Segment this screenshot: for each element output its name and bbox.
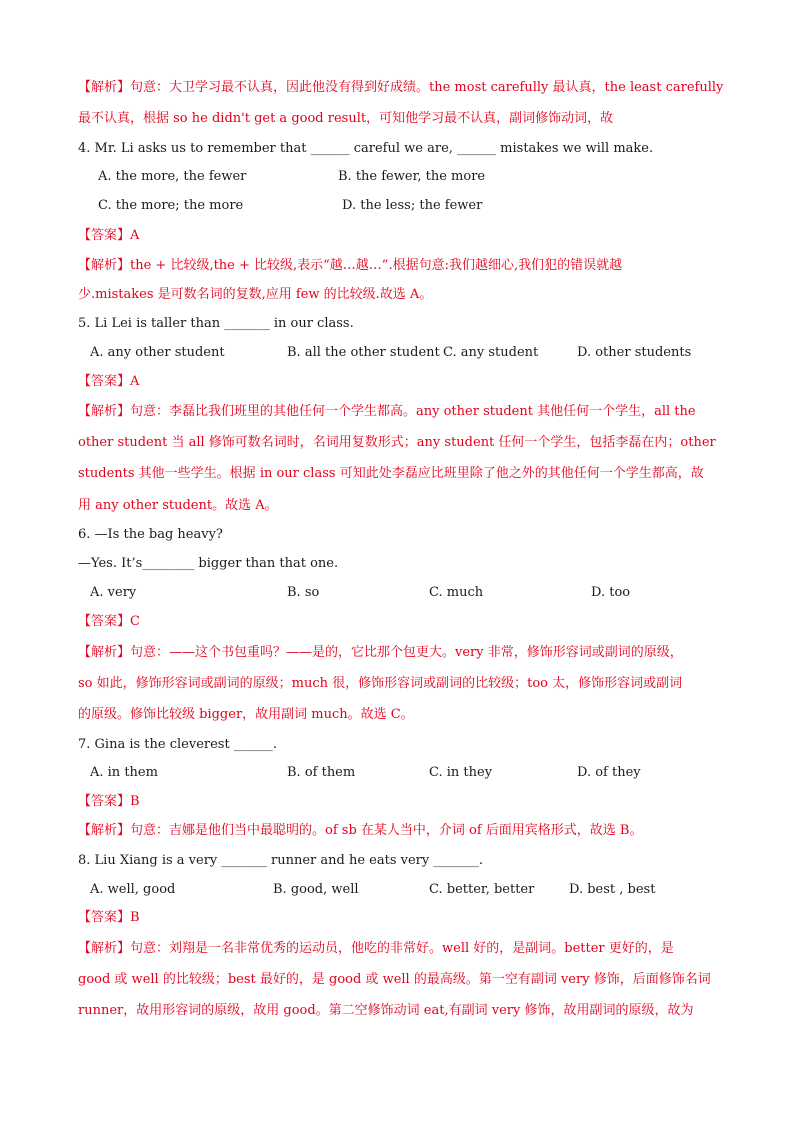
option: D. of they bbox=[577, 765, 641, 780]
option: D. the less; the fewer bbox=[342, 198, 483, 213]
option: A. the more, the fewer bbox=[98, 169, 247, 184]
option: C. much bbox=[429, 585, 484, 600]
option: D. best , best bbox=[569, 882, 656, 897]
explanation-text: 【解析】句意：——这个书包重吗？——是的，它比那个包更大。very 非常，修饰形容词或副词的原级， bbox=[78, 645, 683, 660]
explanation-text: 【解析】句意：刘翔是一名非常优秀的运动员，他吃的非常好。well 好的，是副词。better 更好的，是 bbox=[78, 941, 674, 956]
explanation-text: 少.mistakes 是可数名词的复数,应用 few 的比较级.故选 A。 bbox=[78, 287, 433, 302]
answer-text: 【答案】B bbox=[78, 794, 140, 809]
option: B. so bbox=[287, 585, 320, 600]
explanation-text: 【解析】句意：大卫学习最不认真，因此他没有得到好成绩。the most carefully 最认真，the least carefully bbox=[78, 80, 724, 95]
option: C. in they bbox=[429, 765, 493, 780]
question-text: 4. Mr. Li asks us to remember that ______ careful we are, ______ mistakes we will make. bbox=[78, 141, 654, 156]
option-row bbox=[0, 343, 800, 363]
option: B. good, well bbox=[273, 882, 359, 897]
answer-text: 【答案】B bbox=[78, 910, 140, 925]
explanation-text: other student 当 all 修饰可数名词时，名词用复数形式；any student 任何一个学生，包括李磊在内；other bbox=[78, 435, 716, 450]
question-text: 6. —Is the bag heavy? bbox=[78, 527, 223, 542]
explanation-text: students 其他一些学生。根据 in our class 可知此处李磊应比班里除了他之外的其他任何一个学生都高，故 bbox=[78, 466, 704, 481]
option: D. other students bbox=[577, 345, 692, 360]
option: C. better, better bbox=[429, 882, 535, 897]
option: D. too bbox=[591, 585, 631, 600]
explanation-text: 最不认真，根据 so he didn't get a good result，可知他学习最不认真，副词修饰动词，故 bbox=[78, 111, 614, 126]
explanation-text: 【解析】句意：吉娜是他们当中最聪明的。of sb 在某人当中，介词 of 后面用宾格形式，故选 B。 bbox=[78, 823, 643, 838]
option-row bbox=[0, 763, 800, 783]
question-text: 5. Li Lei is taller than _______ in our class. bbox=[78, 316, 354, 331]
question-text: 8. Liu Xiang is a very _______ runner and he eats very _______. bbox=[78, 853, 484, 868]
answer-text: 【答案】C bbox=[78, 614, 140, 629]
answer-text: 【答案】A bbox=[78, 374, 140, 389]
option: A. well, good bbox=[90, 882, 176, 897]
option-row bbox=[0, 167, 800, 187]
explanation-text: runner，故用形容词的原级，故用 good。第二空修饰动词 eat,有副词 very 修饰，故用副词的原级，故为 bbox=[78, 1003, 694, 1018]
option: A. in them bbox=[90, 765, 158, 780]
explanation-text: 的原级。修饰比较级 bigger，故用副词 much。故选 C。 bbox=[78, 707, 414, 722]
answer-text: 【答案】A bbox=[78, 228, 140, 243]
option-row bbox=[0, 880, 800, 900]
option-row bbox=[0, 583, 800, 603]
explanation-text: so 如此，修饰形容词或副词的原级；much 很，修饰形容词或副词的比较级；too 太，修饰形容词或副词 bbox=[78, 676, 683, 691]
option: A. very bbox=[90, 585, 137, 600]
option: C. any student bbox=[443, 345, 539, 360]
question-text: 7. Gina is the cleverest ______. bbox=[78, 737, 277, 752]
explanation-text: 【解析】句意：李磊比我们班里的其他任何一个学生都高。any other student 其他任何一个学生，all the bbox=[78, 404, 696, 419]
option: B. of them bbox=[287, 765, 356, 780]
option: B. the fewer, the more bbox=[338, 169, 486, 184]
question-text: —Yes. It’s________ bigger than that one. bbox=[78, 556, 339, 571]
option: B. all the other student bbox=[287, 345, 440, 360]
option: A. any other student bbox=[90, 345, 225, 360]
explanation-text: good 或 well 的比较级；best 最好的，是 good 或 well 的最高级。第一空有副词 very 修饰，后面修饰名词 bbox=[78, 972, 711, 987]
option-row bbox=[0, 196, 800, 216]
option: C. the more; the more bbox=[98, 198, 244, 213]
explanation-text: 【解析】the + 比较级,the + 比较级,表示“越…越…”.根据句意:我们越细心,我们犯的错误就越 bbox=[78, 258, 623, 273]
explanation-text: 用 any other student。故选 A。 bbox=[78, 498, 278, 513]
